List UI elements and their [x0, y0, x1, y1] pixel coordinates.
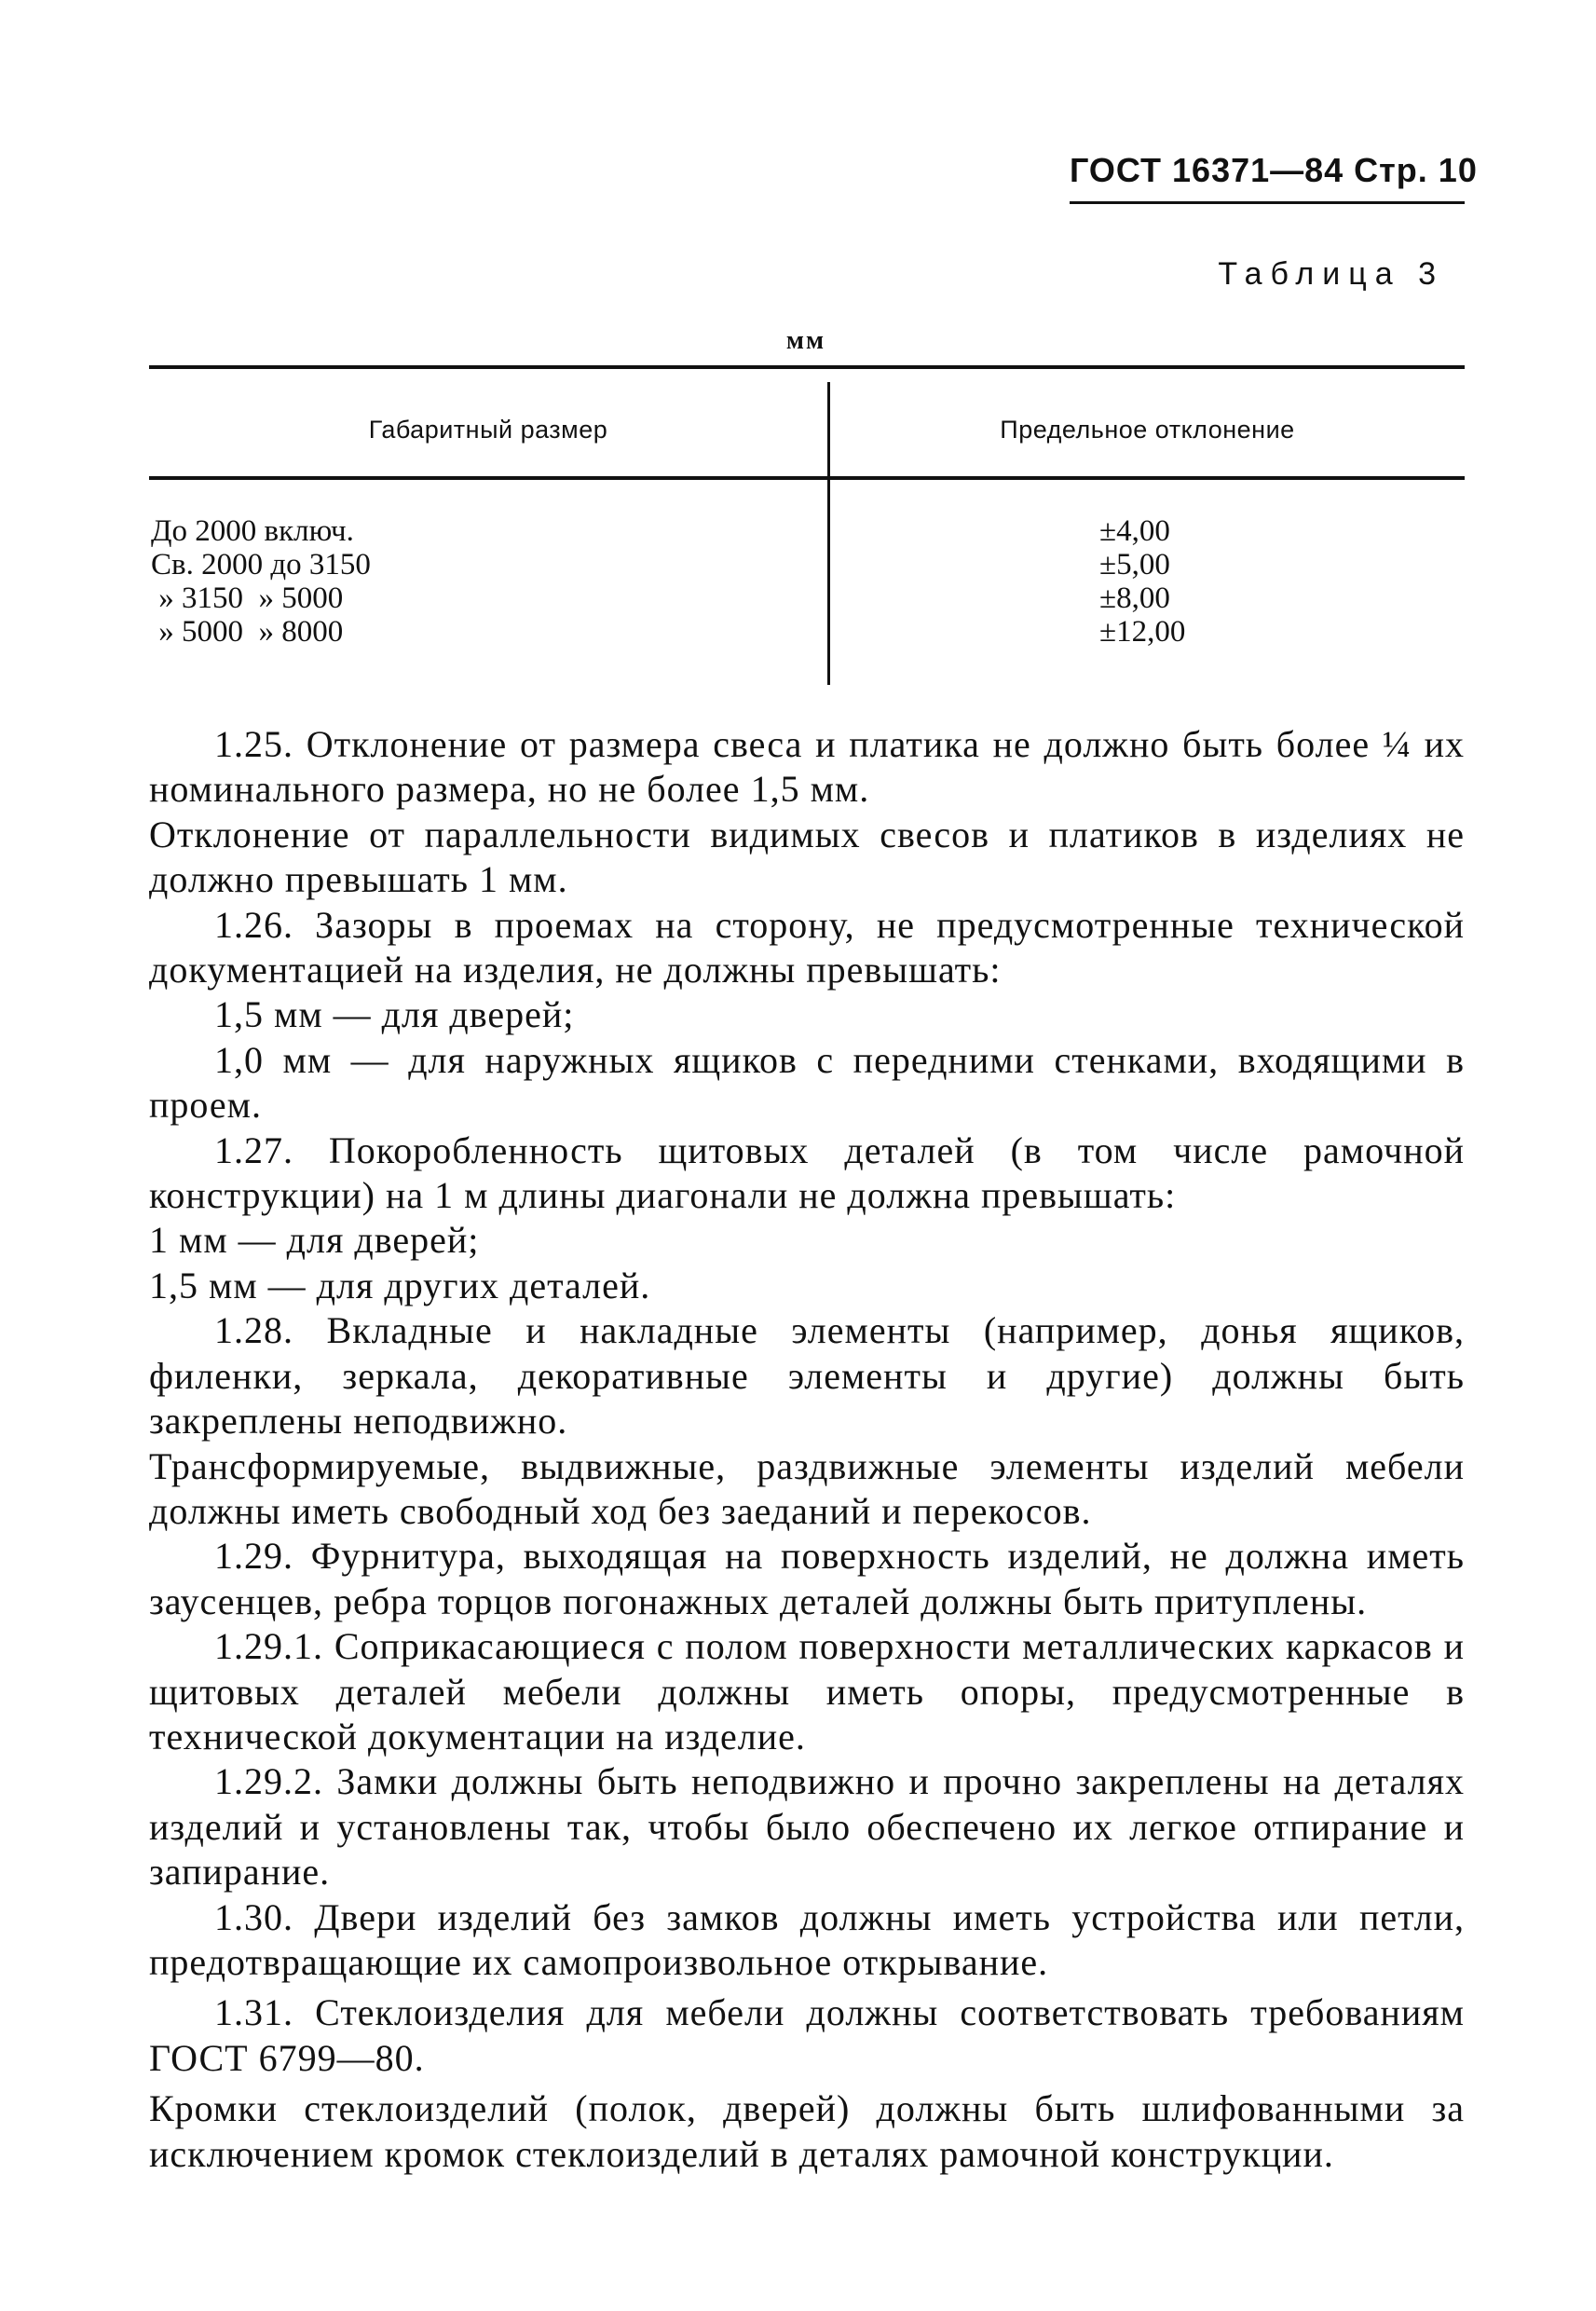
body-text — [149, 722, 1465, 2177]
paragraph-1-30: 1.30. Двери изделий без замков должны иметь устройства или петли, предотвращающие их самопроизвольное открывание. — [149, 1895, 1465, 1983]
paragraph-1-27: 1.27. Покоробленность щитовых деталей (в том числе рамочной конструкции) на 1 м длины диагонали не должна превышать: — [149, 1128, 1465, 1217]
page-header: ГОСТ 16371—84 Стр. 10 — [1070, 151, 1478, 189]
table-unit: мм — [785, 326, 826, 355]
paragraph-1-29-1: 1.29.1. Соприкасающиеся с полом поверхности металлических каркасов и щитовых деталей мебели должны иметь опоры, предусмотренные в технической документации на изделие. — [149, 1625, 1465, 1757]
table-cell-size: До 2000 включ. — [151, 514, 354, 548]
paragraph: Трансформируемые, выдвижные, раздвижные элементы изделий мебели должны иметь свободный ход без заеданий и перекосов. — [149, 1444, 1465, 1532]
header-rule — [1070, 201, 1465, 204]
table-cell-deviation: ±12,00 — [1099, 615, 1186, 649]
table-cell-size: » 5000 » 8000 — [151, 615, 344, 649]
paragraph: 1 мм — для дверей; — [149, 1219, 480, 1262]
table-cell-size: Св. 2000 до 3150 — [151, 548, 371, 581]
paragraph-1-28: 1.28. Вкладные и накладные элементы (например, донья ящиков, филенки, зеркала, декоративные элементы и другие) должны быть закреплены неподвижно. — [149, 1309, 1465, 1443]
table-cell-size: » 3150 » 5000 — [151, 581, 344, 615]
table-header-deviation: Предельное отклонение — [1000, 416, 1295, 444]
paragraph: 1,5 мм — для дверей; — [214, 993, 575, 1036]
paragraph: 1,5 мм — для других деталей. — [149, 1264, 651, 1306]
paragraph-1-29: 1.29. Фурнитура, выходящая на поверхность изделий, не должна иметь заусенцев, ребра торцов погонажных деталей должны быть притуплены. — [149, 1535, 1465, 1622]
paragraph-1-25: 1.25. Отклонение от размера свеса и платика не должно быть более ¼ их номинального размера, но не более 1,5 мм. — [149, 723, 1465, 811]
paragraph: Кромки стеклоизделий (полок, дверей) должны быть шлифованными за исключением кромок стеклоизделий в деталях рамочной конструкции. — [149, 2087, 1465, 2175]
table-top-rule — [149, 365, 1465, 369]
paragraph: 1,0 мм — для наружных ящиков с передними стенками, входящими в проем. — [149, 1038, 1465, 1127]
table-cell-deviation: ±5,00 — [1099, 548, 1170, 581]
table-column-divider — [827, 382, 830, 685]
table-header-size: Габаритный размер — [368, 416, 608, 444]
table-cell-deviation: ±4,00 — [1099, 514, 1170, 548]
paragraph-1-26: 1.26. Зазоры в проемах на сторону, не предусмотренные технической документацией на изделия, не должны превышать: — [149, 903, 1465, 991]
paragraph: Отклонение от параллельности видимых свесов и платиков в изделиях не должно превышать 1 мм. — [149, 813, 1465, 901]
table-deviation-column — [1099, 514, 1379, 649]
table-header-rule — [149, 476, 1465, 480]
table-cell-deviation: ±8,00 — [1099, 581, 1170, 615]
paragraph-1-31: 1.31. Стеклоизделия для мебели должны соответствовать требованиям ГОСТ 6799—80. — [149, 1991, 1465, 2079]
paragraph-1-29-2: 1.29.2. Замки должны быть неподвижно и прочно закреплены на деталях изделий и установлены так, чтобы было обеспечено их легкое отпирание и запирание. — [149, 1760, 1465, 1894]
table-caption: Таблица 3 — [1218, 256, 1444, 292]
table-size-column — [151, 514, 710, 649]
